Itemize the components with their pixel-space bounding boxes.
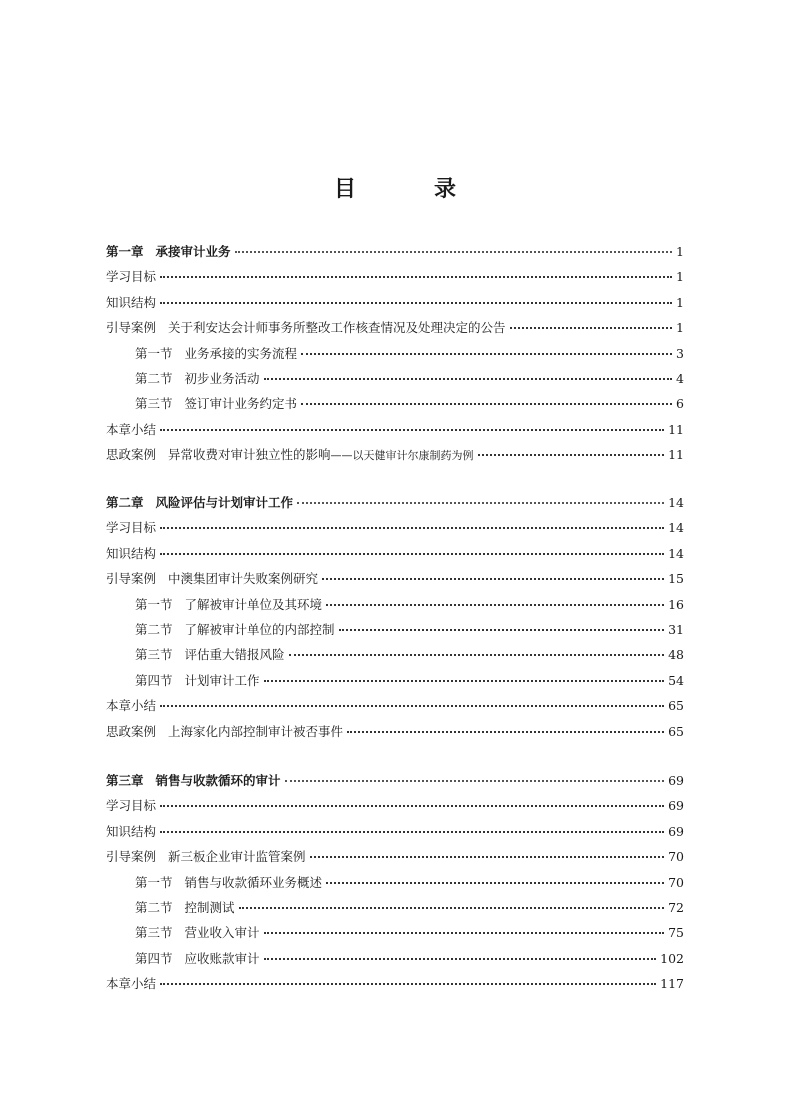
- page-title: 目 录: [333, 177, 492, 202]
- toc-title-main: 计划审计工作: [184, 672, 260, 688]
- dot-leader: [160, 553, 664, 555]
- page-number: 65: [668, 698, 684, 714]
- toc-title: [185, 898, 235, 916]
- dot-leader: [264, 958, 657, 960]
- dot-leader: [326, 882, 664, 884]
- toc-title: [185, 645, 285, 663]
- page-number: 69: [668, 773, 684, 788]
- page-number: 102: [660, 950, 684, 966]
- toc-item-row: [106, 796, 684, 821]
- dot-leader: [478, 454, 665, 456]
- toc-title-main: 风险评估与计划审计工作: [155, 495, 294, 510]
- toc-title: [168, 847, 306, 865]
- chapter-block-2: [106, 493, 684, 747]
- dot-leader: [160, 527, 664, 529]
- toc-title-main: 上海家化内部控制审计被否事件: [168, 723, 344, 739]
- toc-title: [185, 369, 260, 387]
- toc-item-row: [106, 696, 684, 721]
- toc-title: [156, 493, 294, 511]
- page-number: 16: [668, 596, 684, 612]
- toc-item-row: [106, 267, 684, 292]
- toc-label: 本章小结: [106, 421, 157, 437]
- toc-item-row: [106, 318, 684, 343]
- dot-leader: [264, 378, 673, 380]
- toc-title: [168, 722, 343, 740]
- dot-leader: [160, 983, 656, 985]
- page-number: 31: [668, 621, 684, 637]
- toc-label: 第一节: [135, 874, 173, 890]
- toc-item-row: [106, 569, 684, 594]
- toc-title: [185, 949, 260, 967]
- page-number: 6: [676, 396, 684, 412]
- toc-label: 引导案例: [106, 849, 157, 865]
- toc-chapter-row: [106, 771, 684, 796]
- toc-label: 知识结构: [106, 823, 157, 839]
- toc-title-main: 评估重大错报风险: [184, 647, 285, 663]
- toc-title: [168, 569, 318, 587]
- page-number: 54: [668, 672, 684, 688]
- toc-item-row: [106, 544, 684, 569]
- toc-item-row: [106, 847, 684, 872]
- toc-title-main: 了解被审计单位的内部控制: [184, 621, 335, 637]
- toc-section-row: [106, 344, 684, 369]
- toc-label: 思政案例: [106, 723, 157, 739]
- toc-label: 本章小结: [106, 976, 157, 992]
- dot-leader: [160, 805, 664, 807]
- page-number: 1: [676, 294, 684, 310]
- toc-title: [156, 242, 231, 260]
- page-number: 4: [676, 370, 684, 386]
- dot-leader: [264, 680, 665, 682]
- toc-section-row: [106, 923, 684, 948]
- dot-leader: [326, 604, 664, 606]
- dot-leader: [322, 578, 664, 580]
- toc-section-row: [106, 898, 684, 923]
- toc-item-row: [106, 518, 684, 543]
- toc-section-row: [106, 369, 684, 394]
- dot-leader: [239, 907, 665, 909]
- toc-label: 本章小结: [106, 698, 157, 714]
- toc-label: 第四节: [135, 672, 173, 688]
- toc-label: 第三节: [135, 647, 173, 663]
- dot-leader: [510, 327, 673, 329]
- toc-title: [185, 671, 260, 689]
- page-number: 1: [676, 269, 684, 285]
- toc-title: [156, 771, 281, 789]
- dot-leader: [160, 429, 664, 431]
- toc-label: 引导案例: [106, 320, 157, 336]
- toc-label: 第二节: [135, 899, 173, 915]
- dot-leader: [347, 731, 664, 733]
- page-number: 117: [660, 976, 684, 992]
- toc-title: [168, 445, 474, 463]
- toc-title-main: 销售与收款循环业务概述: [184, 874, 323, 890]
- toc-title-main: 销售与收款循环的审计: [155, 773, 281, 788]
- dot-leader: [160, 302, 672, 304]
- toc-chapter-row: [106, 242, 684, 267]
- toc-section-row: [106, 873, 684, 898]
- page-number: 14: [668, 545, 684, 561]
- toc-item-row: [106, 420, 684, 445]
- toc-label: 学习目标: [106, 520, 157, 536]
- toc-title: [185, 595, 323, 613]
- toc-label: 第三节: [135, 925, 173, 941]
- page-number: 11: [668, 447, 684, 463]
- dot-leader: [297, 502, 664, 504]
- toc-title-main: 应收账款审计: [184, 950, 260, 966]
- toc-label: 知识结构: [106, 545, 157, 561]
- page-number: 11: [668, 421, 684, 437]
- toc-title: [185, 620, 335, 638]
- page-number: 1: [676, 244, 684, 259]
- toc-item-row: [106, 293, 684, 318]
- toc-title: [185, 923, 260, 941]
- toc-title-main: 新三板企业审计监管案例: [168, 849, 306, 865]
- chapter-block-3: [106, 771, 684, 1000]
- toc-chapter-row: [106, 493, 684, 518]
- toc-label: 第二节: [135, 370, 173, 386]
- toc-title-main: 关于利安达会计师事务所整改工作核查情况及处理决定的公告: [168, 320, 506, 336]
- toc-label: 第三节: [135, 396, 173, 412]
- page-number: 72: [668, 899, 684, 915]
- toc-title-main: 承接审计业务: [155, 244, 231, 259]
- toc-title: [168, 318, 506, 336]
- toc-title-main: 签订审计业务约定书: [184, 396, 298, 412]
- page-number: 65: [668, 723, 684, 739]
- dot-leader: [160, 705, 664, 707]
- page-number: 69: [668, 798, 684, 814]
- page-number: 3: [676, 345, 684, 361]
- page-number: 69: [668, 823, 684, 839]
- toc-label: 引导案例: [106, 571, 157, 587]
- page-number: 70: [668, 874, 684, 890]
- toc-label: 思政案例: [106, 447, 157, 463]
- dot-leader: [235, 251, 673, 253]
- toc-title: [185, 344, 298, 362]
- toc-title-main: 控制测试: [184, 899, 235, 915]
- toc-label: 第一节: [135, 596, 173, 612]
- toc-item-row: [106, 822, 684, 847]
- dot-leader: [339, 629, 665, 631]
- toc-label: 第一节: [135, 345, 173, 361]
- toc-label: 知识结构: [106, 294, 157, 310]
- toc-label: 学习目标: [106, 269, 157, 285]
- dot-leader: [285, 780, 665, 782]
- toc-title-main: 营业收入审计: [184, 925, 260, 941]
- toc-label: 第三章: [106, 773, 144, 788]
- toc-label: 第二章: [106, 495, 144, 510]
- toc-section-row: [106, 645, 684, 670]
- page-number: 15: [668, 571, 684, 587]
- dot-leader: [160, 831, 664, 833]
- dot-leader: [301, 353, 672, 355]
- toc-label: 学习目标: [106, 798, 157, 814]
- page-number: 70: [668, 849, 684, 865]
- toc-title-main: 了解被审计单位及其环境: [184, 596, 323, 612]
- dot-leader: [289, 654, 665, 656]
- toc-title-main: 异常收费对审计独立性的影响: [168, 447, 331, 463]
- toc-section-row: [106, 671, 684, 696]
- toc-title-sub: ——以天健审计尔康制药为例: [330, 449, 474, 463]
- toc-section-row: [106, 620, 684, 645]
- toc-label: 第一章: [106, 244, 144, 259]
- page-number: 14: [668, 495, 684, 510]
- toc-title-main: 业务承接的实务流程: [184, 345, 298, 361]
- toc-section-row: [106, 394, 684, 419]
- dot-leader: [310, 856, 665, 858]
- toc-title: [185, 394, 298, 412]
- toc-title-main: 初步业务活动: [184, 370, 260, 386]
- toc-label: 第四节: [135, 950, 173, 966]
- page-number: 1: [676, 320, 684, 336]
- toc-section-row: [106, 595, 684, 620]
- toc-section-row: [106, 949, 684, 974]
- toc-title-main: 中澳集团审计失败案例研究: [168, 571, 319, 587]
- toc-item-row: [106, 974, 684, 999]
- toc-title: [185, 873, 323, 891]
- page-number: 14: [668, 520, 684, 536]
- page-number: 75: [668, 925, 684, 941]
- page-number: 48: [668, 647, 684, 663]
- toc-item-row: [106, 445, 684, 470]
- dot-leader: [301, 403, 672, 405]
- dot-leader: [264, 932, 665, 934]
- toc-label: 第二节: [135, 621, 173, 637]
- chapter-block-1: [106, 242, 684, 471]
- toc-item-row: [106, 722, 684, 747]
- dot-leader: [160, 276, 672, 278]
